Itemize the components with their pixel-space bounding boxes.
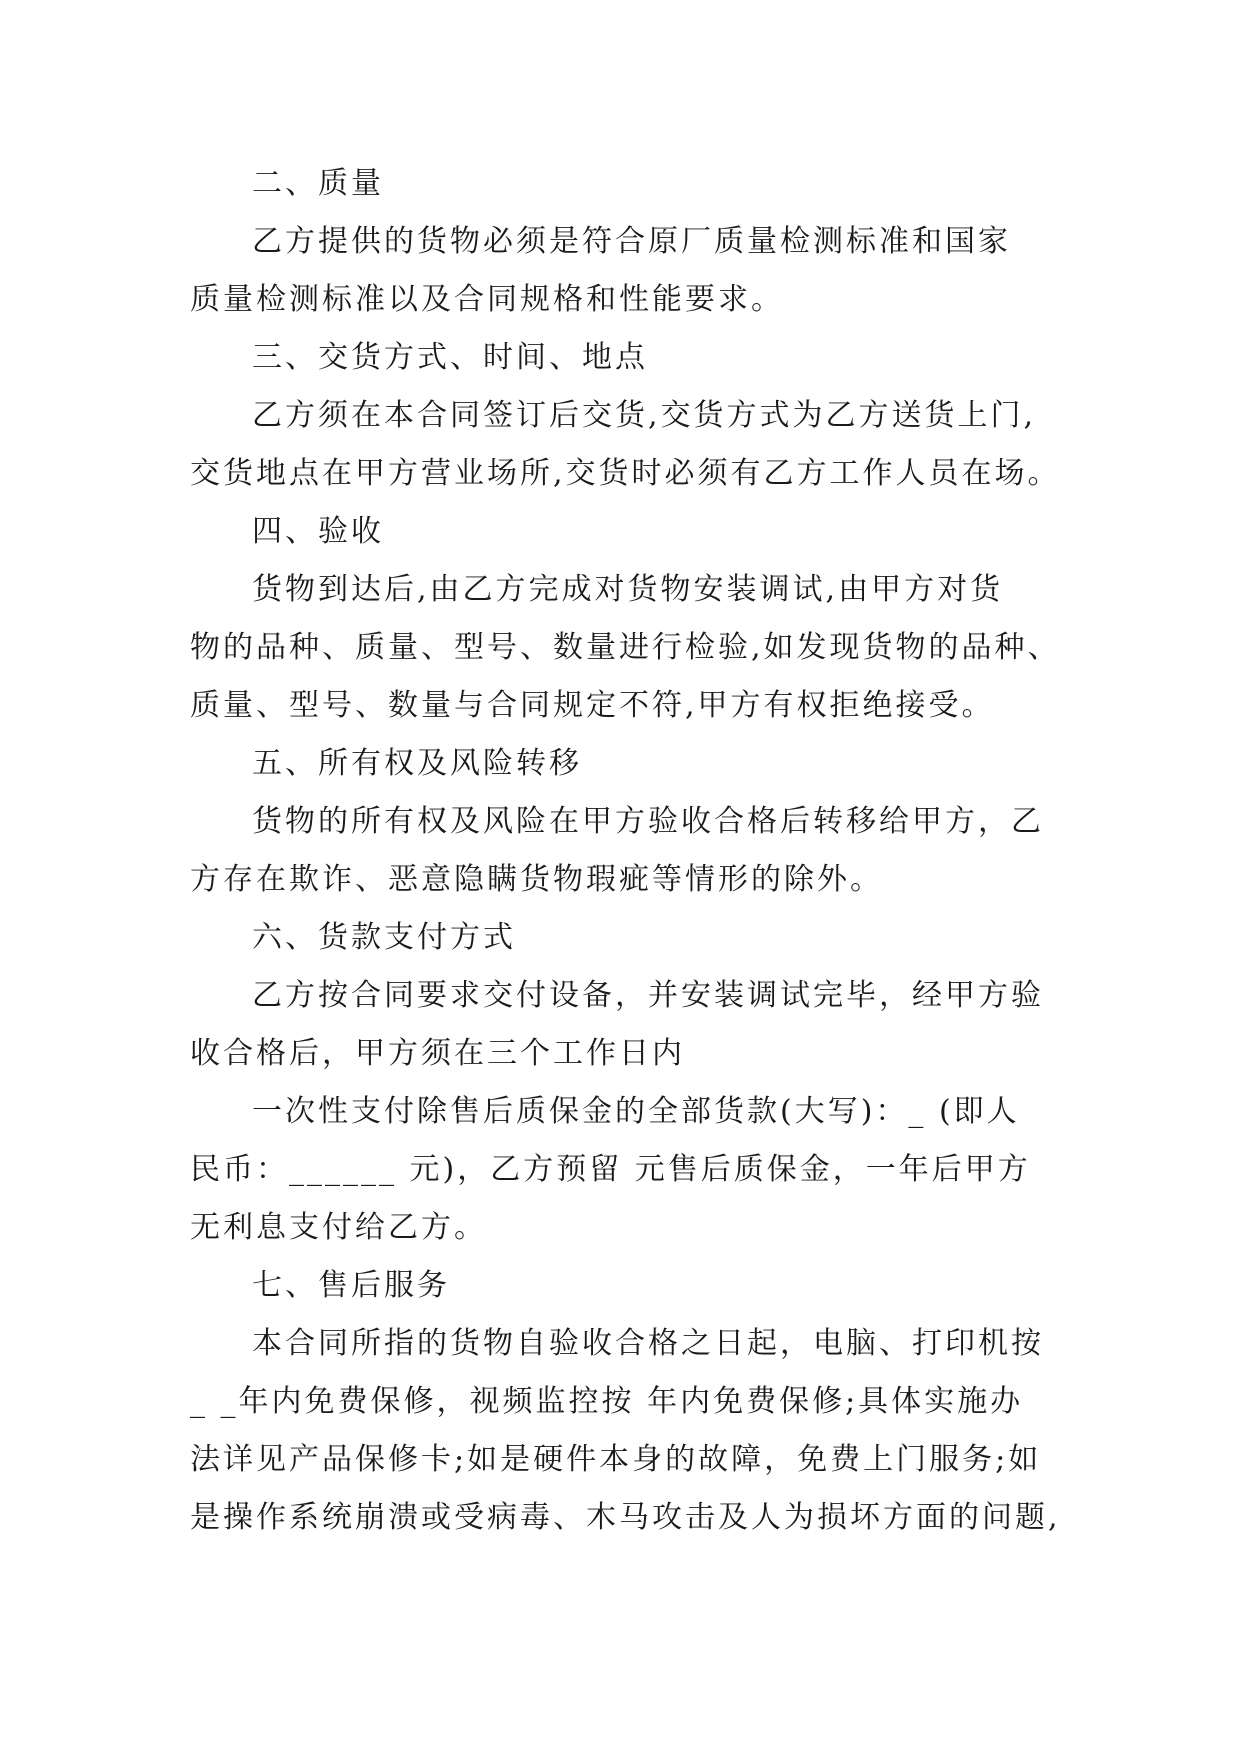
paragraph-line: 货物的所有权及风险在甲方验收合格后转移给甲方，乙 bbox=[252, 804, 1044, 839]
section-heading-acceptance: 四、验收 bbox=[252, 514, 384, 549]
paragraph-line: 是操作系统崩溃或受病毒、木马攻击及人为损坏方面的问题, bbox=[190, 1500, 1061, 1535]
paragraph-line: 货物到达后,由乙方完成对货物安装调试,由甲方对货 bbox=[252, 572, 1004, 607]
document-body bbox=[190, 155, 1070, 1547]
paragraph-line: 乙方须在本合同签订后交货,交货方式为乙方送货上门, bbox=[252, 398, 1037, 433]
paragraph-line: 交货地点在甲方营业场所,交货时必须有乙方工作人员在场。 bbox=[190, 456, 1061, 491]
paragraph-line: 收合格后，甲方须在三个工作日内 bbox=[190, 1036, 685, 1071]
paragraph-line: 质量、型号、数量与合同规定不符,甲方有权拒绝接受。 bbox=[190, 688, 995, 723]
paragraph-line: 本合同所指的货物自验收合格之日起，电脑、打印机按 bbox=[252, 1326, 1044, 1361]
paragraph-line: 质量检测标准以及合同规格和性能要求。 bbox=[190, 282, 784, 317]
paragraph-line: 乙方提供的货物必须是符合原厂质量检测标准和国家 bbox=[252, 224, 1011, 259]
paragraph-line: 一次性支付除售后质保金的全部货款(大写)：_ (即人 bbox=[252, 1094, 1020, 1129]
section-heading-payment: 六、货款支付方式 bbox=[252, 920, 516, 955]
paragraph-line: 方存在欺诈、恶意隐瞒货物瑕疵等情形的除外。 bbox=[190, 862, 883, 897]
paragraph-line: 民币：______ 元)，乙方预留 元售后质保金，一年后甲方 bbox=[190, 1152, 1031, 1187]
section-heading-quality: 二、质量 bbox=[252, 166, 384, 201]
section-heading-ownership: 五、所有权及风险转移 bbox=[252, 746, 582, 781]
paragraph-line: 乙方按合同要求交付设备，并安装调试完毕，经甲方验 bbox=[252, 978, 1044, 1013]
paragraph-line: _ _年内免费保修，视频监控按 年内免费保修;具体实施办 bbox=[190, 1384, 1024, 1419]
paragraph-line: 物的品种、质量、型号、数量进行检验,如发现货物的品种、 bbox=[190, 630, 1061, 665]
paragraph-line: 无利息支付给乙方。 bbox=[190, 1210, 487, 1245]
section-heading-after-sales: 七、售后服务 bbox=[252, 1268, 450, 1303]
paragraph-line: 法详见产品保修卡;如是硬件本身的故障，免费上门服务;如 bbox=[190, 1442, 1042, 1477]
section-heading-delivery: 三、交货方式、时间、地点 bbox=[252, 340, 648, 375]
